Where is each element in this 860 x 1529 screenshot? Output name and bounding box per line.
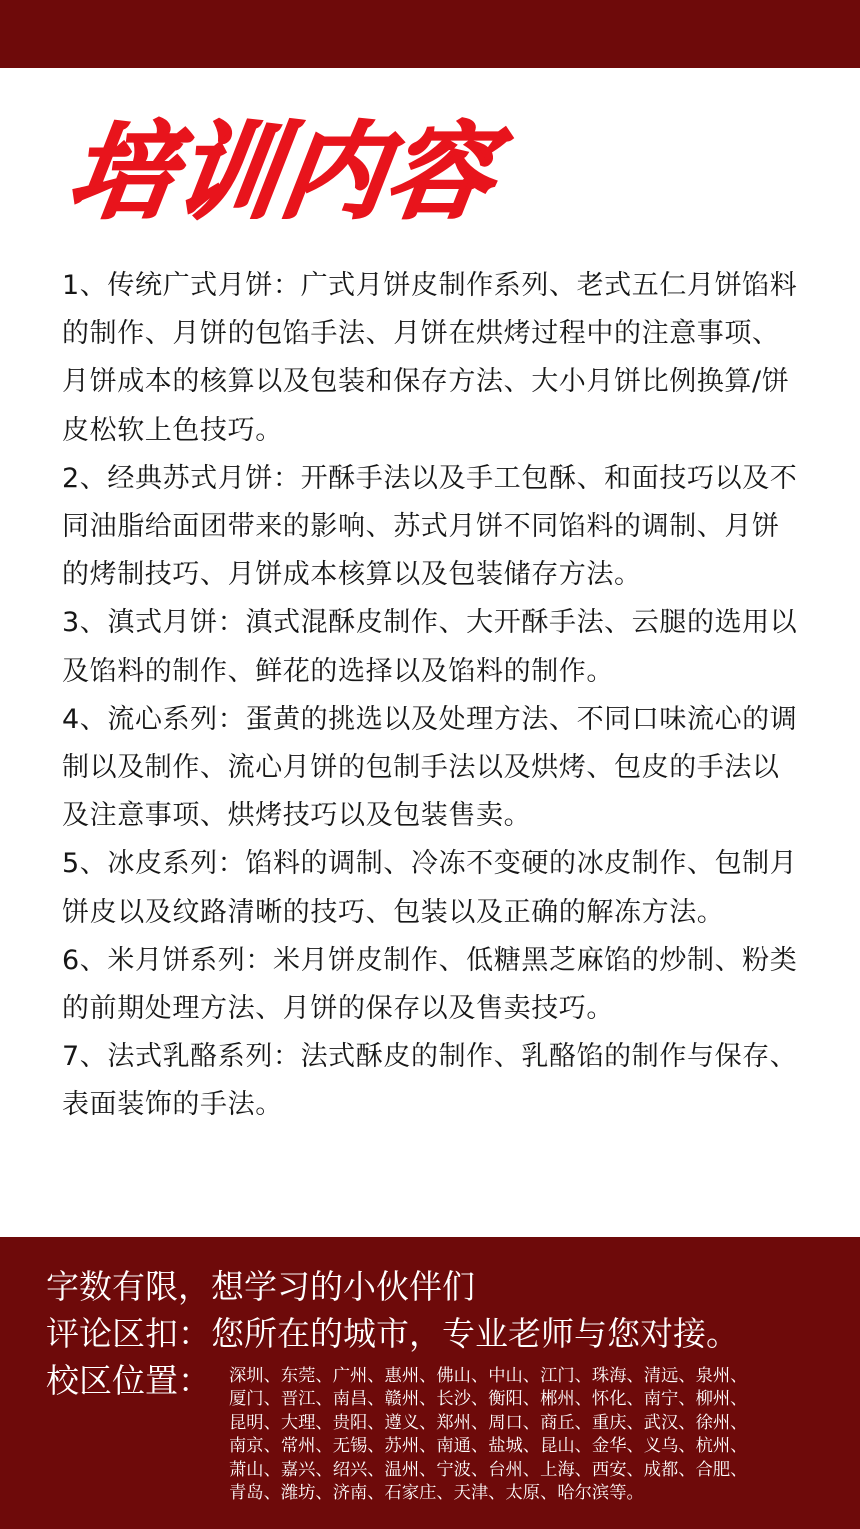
campus-line-1: 深圳、东莞、广州、惠州、佛山、中山、江门、珠海、清远、泉州、 <box>229 1366 748 1386</box>
course-item-3: 3、滇式月饼：滇式混酥皮制作、大开酥手法、云腿的选用以及馅料的制作、鲜花的选择以及馅料的制作。 <box>62 607 798 687</box>
course-content <box>62 262 802 1130</box>
campus-line-5: 萧山、嘉兴、绍兴、温州、宁波、台州、上海、西安、成都、合肥、 <box>229 1459 748 1480</box>
course-item-4: 4、流心系列：蛋黄的挑选以及处理方法、不同口味流心的调制以及制作、流心月饼的包制手法以及烘烤、包皮的手法以及注意事项、烘烤技巧以及包装售卖。 <box>62 703 798 832</box>
course-item-6: 6、米月饼系列：米月饼皮制作、低糖黑芝麻馅的炒制、粉类的前期处理方法、月饼的保存以及售卖技巧。 <box>62 944 798 1025</box>
footer-banner <box>0 1237 860 1529</box>
page-title: 培训内容 <box>61 111 504 233</box>
campus-line-4: 南京、常州、无锡、苏州、南通、盐城、昆山、金华、义乌、杭州、 <box>229 1436 748 1457</box>
course-item-1: 1、传统广式月饼：广式月饼皮制作系列、老式五仁月饼馅料的制作、月饼的包馅手法、月饼在烘烤过程中的注意事项、月饼成本的核算以及包装和保存方法、大小月饼比例换算/饼皮松软上色技巧。 <box>62 270 798 446</box>
top-banner <box>0 0 860 68</box>
campus-line-6: 青岛、潍坊、济南、石家庄、天津、太原、哈尔滨等。 <box>229 1483 644 1504</box>
campus-label: 校区位置： <box>46 1361 211 1400</box>
footer-note-2: 评论区扣：您所在的城市，专业老师与您对接。 <box>46 1314 739 1353</box>
campus-list <box>229 1365 829 1505</box>
footer-note-1: 字数有限，想学习的小伙伴们 <box>46 1267 475 1306</box>
course-item-7: 7、法式乳酪系列：法式酥皮的制作、乳酪馅的制作与保存、表面装饰的手法。 <box>62 1041 798 1121</box>
campus-line-3: 昆明、大理、贵阳、遵义、郑州、周口、商丘、重庆、武汉、徐州、 <box>229 1412 748 1433</box>
campus-line-2: 厦门、晋江、南昌、赣州、长沙、衡阳、郴州、怀化、南宁、柳州、 <box>229 1389 748 1410</box>
course-item-2: 2、经典苏式月饼：开酥手法以及手工包酥、和面技巧以及不同油脂给面团带来的影响、苏式月饼不同馅料的调制、月饼的烤制技巧、月饼成本核算以及包装储存方法。 <box>62 462 798 591</box>
course-item-5: 5、冰皮系列：馅料的调制、冷冻不变硬的冰皮制作、包制月饼皮以及纹路清晰的技巧、包装以及正确的解冻方法。 <box>62 848 798 928</box>
